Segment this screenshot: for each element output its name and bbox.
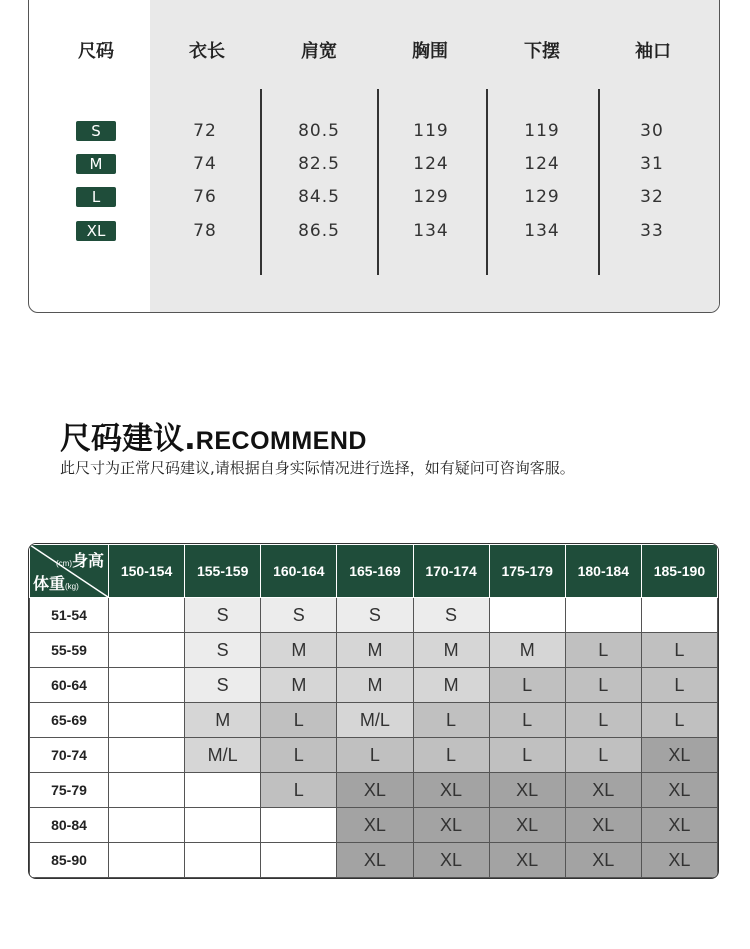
table-row — [30, 738, 718, 773]
cell-chest: 119 — [413, 121, 449, 141]
cell-hem: 129 — [524, 187, 560, 207]
recommended-size-cell: XL — [337, 843, 413, 878]
recommended-size-cell: S — [185, 668, 261, 703]
recommended-size-cell — [109, 808, 185, 843]
cell-hem: 134 — [524, 221, 560, 241]
column-divider — [260, 89, 262, 275]
table-row — [30, 633, 718, 668]
recommended-size-cell — [261, 808, 337, 843]
recommended-size-cell: M/L — [337, 703, 413, 738]
recommended-size-cell: M — [413, 668, 489, 703]
cell-chest: 124 — [413, 154, 449, 174]
recommended-size-cell — [185, 773, 261, 808]
recommended-size-cell: M — [489, 633, 565, 668]
recommended-size-cell: L — [565, 703, 641, 738]
weight-range: 70-74 — [30, 738, 109, 773]
header-shoulder: 肩宽 — [301, 41, 337, 62]
size-column-header: 尺码 — [78, 41, 114, 62]
recommended-size-cell: XL — [413, 843, 489, 878]
header-cuff: 袖口 — [635, 41, 671, 62]
recommended-size-cell: M — [261, 668, 337, 703]
recommended-size-cell — [565, 598, 641, 633]
recommend-title-cn: 尺码建议. — [60, 421, 196, 457]
recommended-size-cell — [109, 703, 185, 738]
recommended-size-cell — [261, 843, 337, 878]
recommended-size-cell: S — [261, 598, 337, 633]
height-header: 180-184 — [565, 545, 641, 598]
cell-chest: 134 — [413, 221, 449, 241]
size-badge-xl: XL — [76, 221, 116, 241]
recommended-size-cell: XL — [337, 773, 413, 808]
recommended-size-cell: L — [261, 703, 337, 738]
cell-hem: 124 — [524, 154, 560, 174]
recommended-size-cell — [109, 843, 185, 878]
recommended-size-cell — [109, 773, 185, 808]
recommended-size-cell: S — [185, 633, 261, 668]
column-divider — [377, 89, 379, 275]
recommended-size-cell: S — [337, 598, 413, 633]
height-header: 175-179 — [489, 545, 565, 598]
recommended-size-cell: L — [337, 738, 413, 773]
recommended-size-cell: XL — [565, 808, 641, 843]
height-header: 155-159 — [185, 545, 261, 598]
cell-length: 74 — [193, 154, 217, 174]
recommended-size-cell: L — [261, 738, 337, 773]
cell-cuff: 31 — [640, 154, 664, 174]
recommended-size-cell — [109, 598, 185, 633]
weight-range: 65-69 — [30, 703, 109, 738]
weight-label: 体重(kg) — [33, 576, 79, 593]
recommended-size-cell: XL — [641, 808, 717, 843]
recommended-size-cell: XL — [489, 808, 565, 843]
recommended-size-cell: XL — [489, 773, 565, 808]
weight-range: 80-84 — [30, 808, 109, 843]
recommended-size-cell — [641, 598, 717, 633]
recommend-subtitle: 此尺寸为正常尺码建议,请根据自身实际情况进行选择，如有疑问可咨询客服。 — [60, 459, 575, 477]
recommended-size-cell — [109, 738, 185, 773]
recommended-size-cell: XL — [641, 738, 717, 773]
recommended-size-cell: L — [565, 738, 641, 773]
recommended-size-cell: M — [185, 703, 261, 738]
recommend-title — [60, 413, 367, 458]
table-row — [30, 598, 718, 633]
height-header: 185-190 — [641, 545, 717, 598]
cell-cuff: 30 — [640, 121, 664, 141]
cell-length: 78 — [193, 221, 217, 241]
recommended-size-cell — [185, 808, 261, 843]
weight-range: 51-54 — [30, 598, 109, 633]
recommendation-body — [30, 598, 718, 878]
recommended-size-cell: M/L — [185, 738, 261, 773]
recommended-size-cell: L — [489, 668, 565, 703]
recommended-size-cell: XL — [641, 843, 717, 878]
recommended-size-cell: XL — [565, 773, 641, 808]
recommended-size-cell: XL — [337, 808, 413, 843]
table-row — [30, 668, 718, 703]
size-recommendation-grid — [28, 543, 719, 879]
recommended-size-cell — [109, 633, 185, 668]
cell-length: 72 — [193, 121, 217, 141]
header-chest: 胸围 — [412, 41, 448, 62]
cell-shoulder: 80.5 — [298, 121, 340, 141]
cell-cuff: 32 — [640, 187, 664, 207]
recommend-title-en: RECOMMEND — [195, 427, 367, 455]
height-header: 165-169 — [337, 545, 413, 598]
recommended-size-cell: M — [337, 633, 413, 668]
table-row — [30, 703, 718, 738]
recommended-size-cell: L — [489, 738, 565, 773]
recommended-size-cell: XL — [413, 773, 489, 808]
size-badge-s: S — [76, 121, 116, 141]
recommended-size-cell: XL — [565, 843, 641, 878]
cell-cuff: 33 — [640, 221, 664, 241]
cell-chest: 129 — [413, 187, 449, 207]
cell-shoulder: 86.5 — [298, 221, 340, 241]
height-header-row — [30, 545, 718, 598]
recommended-size-cell: L — [413, 703, 489, 738]
weight-range: 75-79 — [30, 773, 109, 808]
size-measurement-table — [28, 0, 720, 313]
cell-length: 76 — [193, 187, 217, 207]
height-header: 170-174 — [413, 545, 489, 598]
recommended-size-cell — [109, 668, 185, 703]
corner-header — [30, 545, 109, 598]
recommended-size-cell: L — [641, 633, 717, 668]
cell-shoulder: 82.5 — [298, 154, 340, 174]
recommended-size-cell — [489, 598, 565, 633]
recommended-size-cell: L — [261, 773, 337, 808]
recommended-size-cell: M — [261, 633, 337, 668]
recommended-size-cell: L — [489, 703, 565, 738]
height-label: (cm)身高 — [55, 553, 104, 570]
recommended-size-cell: L — [641, 703, 717, 738]
recommended-size-cell — [185, 843, 261, 878]
recommended-size-cell: L — [413, 738, 489, 773]
size-badge-l: L — [76, 187, 116, 207]
weight-range: 60-64 — [30, 668, 109, 703]
table-row — [30, 773, 718, 808]
recommended-size-cell: L — [565, 633, 641, 668]
size-badge-m: M — [76, 154, 116, 174]
recommended-size-cell: L — [565, 668, 641, 703]
recommended-size-cell: M — [337, 668, 413, 703]
recommended-size-cell: XL — [413, 808, 489, 843]
table-row — [30, 808, 718, 843]
weight-range: 55-59 — [30, 633, 109, 668]
column-divider — [486, 89, 488, 275]
recommended-size-cell: S — [413, 598, 489, 633]
height-header: 150-154 — [109, 545, 185, 598]
recommended-size-cell: S — [185, 598, 261, 633]
cell-shoulder: 84.5 — [298, 187, 340, 207]
header-length: 衣长 — [189, 41, 225, 62]
height-header: 160-164 — [261, 545, 337, 598]
column-divider — [598, 89, 600, 275]
recommended-size-cell: L — [641, 668, 717, 703]
recommended-size-cell: M — [413, 633, 489, 668]
header-hem: 下摆 — [524, 41, 560, 62]
recommended-size-cell: XL — [641, 773, 717, 808]
cell-hem: 119 — [524, 121, 560, 141]
table-row — [30, 843, 718, 878]
weight-range: 85-90 — [30, 843, 109, 878]
recommended-size-cell: XL — [489, 843, 565, 878]
